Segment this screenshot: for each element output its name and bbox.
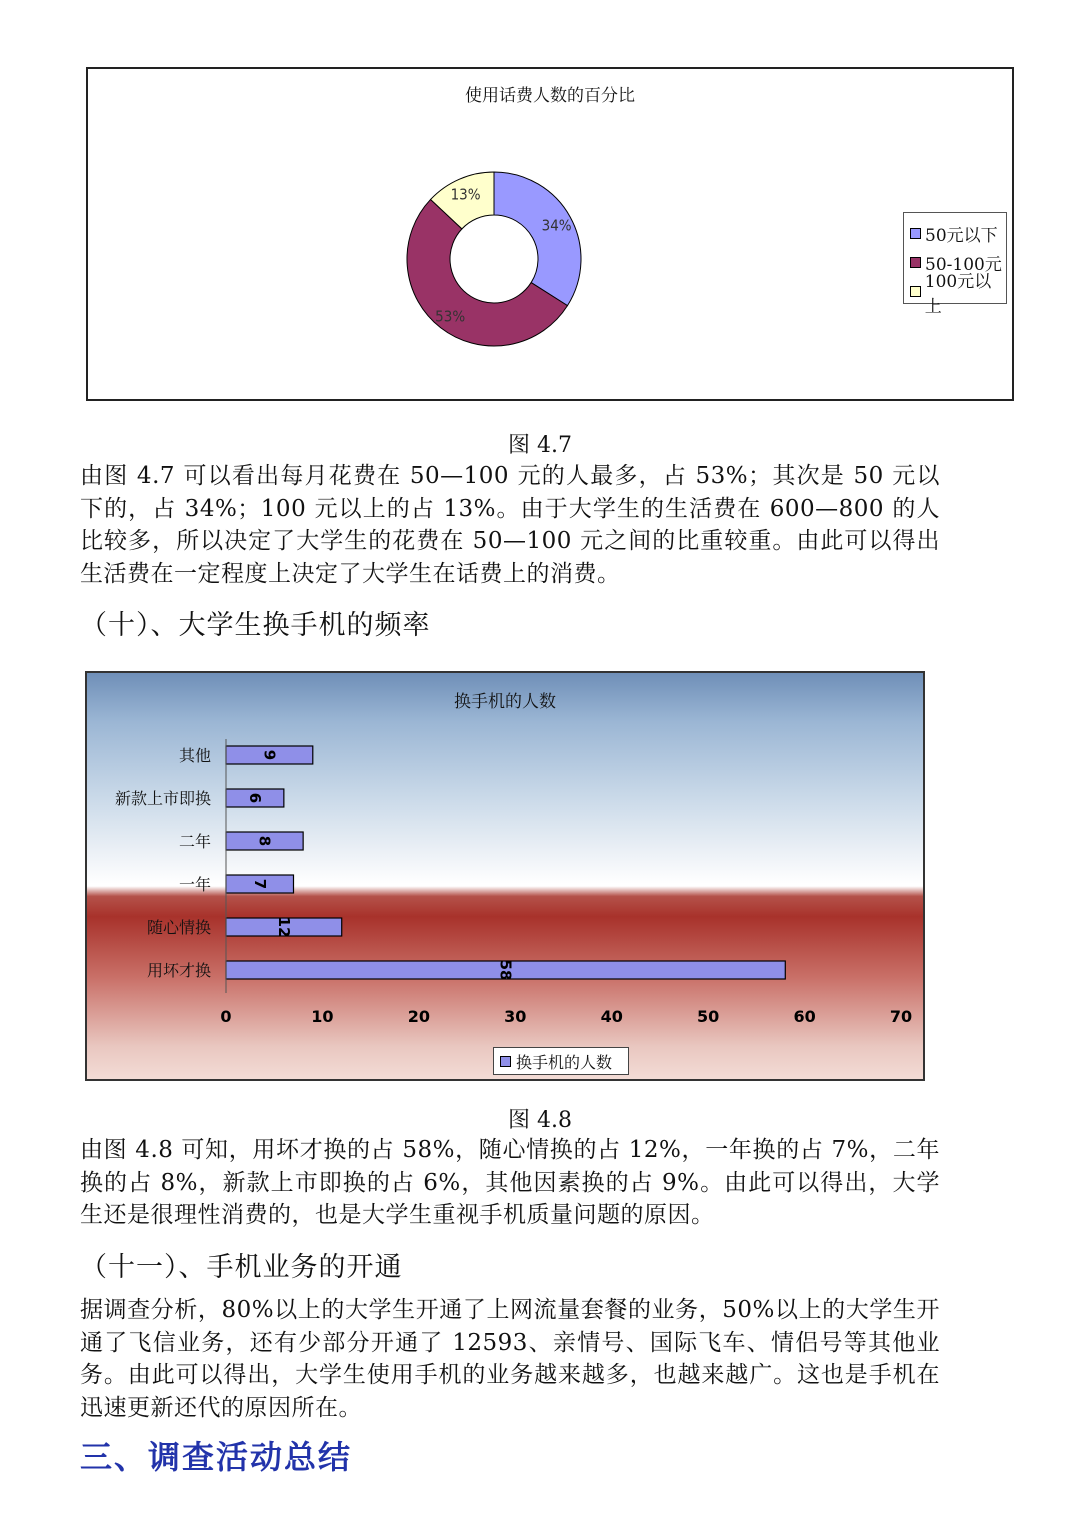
category-label: 新款上市即换	[114, 789, 211, 808]
category-label: 二年	[178, 832, 211, 851]
data-label: 13%	[450, 185, 481, 204]
x-tick-label: 70	[889, 1007, 913, 1026]
chart-legend	[493, 1047, 629, 1075]
category-label: 其他	[178, 746, 211, 765]
figure-caption: 图 4.8	[508, 1108, 572, 1133]
category-label: 随心情换	[146, 918, 211, 937]
data-label: 53%	[435, 307, 466, 326]
x-tick-label: 0	[220, 1007, 232, 1026]
data-label: 34%	[541, 216, 572, 235]
x-tick-label: 60	[793, 1007, 816, 1026]
legend-label: 50元以下	[925, 226, 998, 246]
legend-item	[910, 271, 1006, 317]
paragraph: 由图 4.7 可以看出每月花费在 50—100 元的人最多，占 53%；其次是 50 元以下的，占 34%；100 元以上的占 13%。由于大学生的生活费在 600—800 的人比较多，所以决定了大学生的花费在 50—100 元之间的比重较重。由此可以得出生活费在一定程度上决定了大学生在话费上的消费。	[80, 463, 940, 587]
chart-legend	[903, 212, 1007, 317]
x-tick-label: 50	[697, 1007, 720, 1026]
legend-swatch	[910, 286, 921, 297]
x-tick-label: 10	[311, 1007, 334, 1026]
x-tick-label: 20	[407, 1007, 430, 1026]
section-title: 三、调查活动总结	[80, 1438, 353, 1476]
bar-plot	[87, 673, 923, 1079]
category-label: 用坏才换	[146, 961, 211, 980]
paragraph: 据调查分析，80%以上的大学生开通了上网流量套餐的业务，50%以上的大学生开通了飞信业务，还有少部分开通了 12593、亲情号、国际飞车、情侣号等其他业务。由此可以得出，大学生使用手机的业务越来越多，也越来越广。这也是手机在迅速更新还代的原因所在。	[80, 1297, 940, 1421]
x-tick-label: 40	[600, 1007, 623, 1026]
data-label: 9	[260, 749, 279, 761]
legend-swatch	[910, 228, 921, 239]
data-label: 8	[255, 835, 274, 847]
legend-swatch	[500, 1056, 511, 1067]
data-label: 7	[250, 878, 269, 890]
section-heading: （十一）、手机业务的开通	[80, 1252, 403, 1283]
figure-caption: 图 4.7	[508, 433, 572, 458]
chart-title: 使用话费人数的百分比	[465, 86, 635, 106]
chart-title: 换手机的人数	[454, 692, 556, 712]
data-label: 12	[274, 916, 293, 938]
paragraph: 由图 4.8 可知，用坏才换的占 58%，随心情换的占 12%，一年换的占 7%，二年换的占 8%，新款上市即换的占 6%，其他因素换的占 9%。由此可以得出，大学生还是很理性消费的，也是大学生重视手机质量问题的原因。	[80, 1137, 940, 1228]
x-tick-label: 30	[504, 1007, 527, 1026]
legend-label: 100元以上	[924, 271, 992, 317]
donut-chart	[86, 67, 1014, 401]
donut-plot	[88, 69, 1012, 399]
legend-item	[910, 219, 1006, 248]
data-label: 58	[496, 959, 515, 981]
bar-chart	[85, 671, 925, 1081]
legend-label: 换手机的人数	[516, 1052, 613, 1072]
data-label: 6	[245, 792, 264, 804]
legend-swatch	[910, 257, 921, 268]
legend-label: 50-100元	[925, 255, 1002, 275]
category-label: 一年	[178, 875, 211, 894]
section-heading: （十）、大学生换手机的频率	[80, 610, 431, 641]
donut-slice	[494, 172, 581, 306]
